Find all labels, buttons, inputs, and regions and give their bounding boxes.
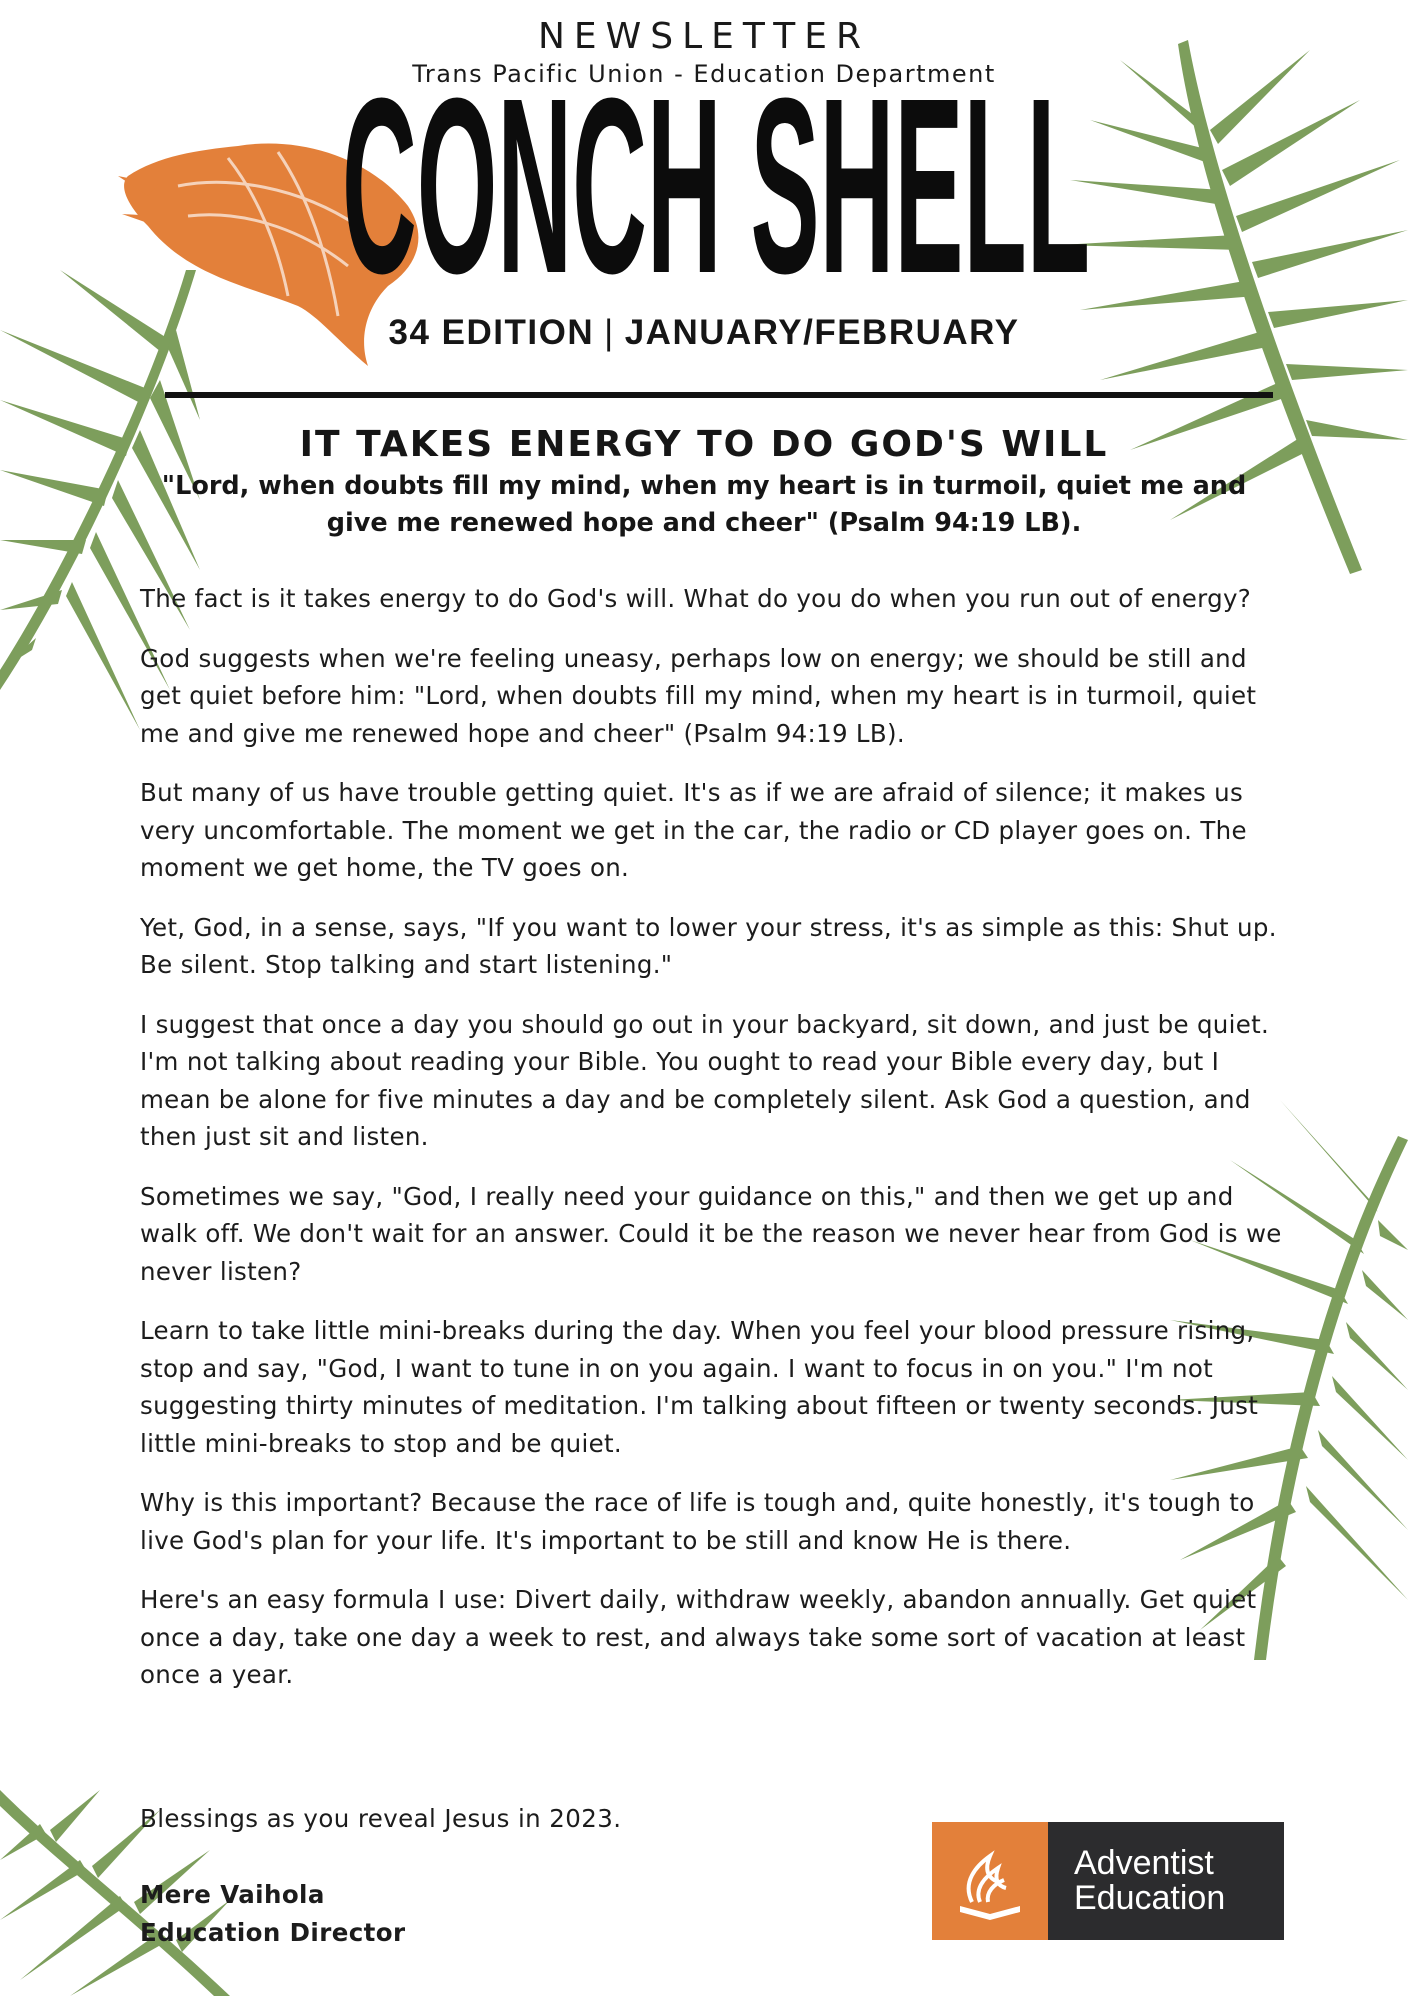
edition-number: 34 EDITION bbox=[388, 313, 595, 352]
masthead-title bbox=[336, 96, 1096, 282]
signature-block bbox=[140, 1876, 405, 1952]
organization-name: Trans Pacific Union - Education Department bbox=[412, 60, 996, 88]
logo-line-2: Education bbox=[1074, 1879, 1226, 1917]
paragraph: Learn to take little mini-breaks during the day. When you feel your blood pressure rising, stop and say, "God, I want to tune in on you again. I want to focus in on you." I'm not suggesting thirty minutes of meditation. I'm talking about fifteen or twenty seconds. Just little mini-breaks to stop and be quiet. bbox=[140, 1316, 1259, 1458]
logo-wordmark bbox=[1048, 1822, 1284, 1940]
article-body bbox=[140, 580, 1285, 1716]
paragraph: Yet, God, in a sense, says, "If you want to lower your stress, it's as simple as this: Shut up. Be silent. Stop talking and start listening." bbox=[140, 912, 1277, 979]
closing-line: Blessings as you reveal Jesus in 2023. bbox=[140, 1804, 622, 1833]
paragraph: Here's an easy formula I use: Divert daily, withdraw weekly, abandon annually. Get quiet once a day, take one day a week to rest, and always take some sort of vacation at least once a year. bbox=[140, 1585, 1257, 1689]
flame-book-icon bbox=[932, 1822, 1048, 1940]
adventist-education-logo bbox=[932, 1822, 1284, 1940]
paragraph: I suggest that once a day you should go out in your backyard, sit down, and just be quiet. I'm not talking about reading your Bible. You ought to read your Bible every day, but I mean be alone for five minutes a day and be completely silent. Ask God a question, and then just sit and listen. bbox=[140, 1009, 1270, 1151]
signer-role: Education Director bbox=[140, 1918, 406, 1947]
edition-separator: | bbox=[604, 313, 615, 352]
paragraph: God suggests when we're feeling uneasy, perhaps low on energy; we should be still and get quiet before him: "Lord, when doubts fill my mind, when my heart is in turmoil, quiet me and give me renewed hope and cheer" (Psalm 94:19 LB). bbox=[140, 643, 1257, 748]
paragraph: But many of us have trouble getting quiet. It's as if we are afraid of silence; it makes us very uncomfortable. The moment we get in the car, the radio or CD player goes on. The moment we get home, the TV goes on. bbox=[140, 778, 1247, 882]
edition-line bbox=[0, 313, 1408, 353]
newsletter-label: NEWSLETTER bbox=[537, 16, 871, 57]
lead-quote: "Lord, when doubts fill my mind, when my heart is in turmoil, quiet me and give me renewed hope and cheer" (Psalm 94:19 LB). bbox=[161, 471, 1247, 538]
signer-name: Mere Vaihola bbox=[140, 1880, 325, 1909]
paragraph: Why is this important? Because the race of life is tough and, quite honestly, it's tough to live God's plan for your life. It's important to be still and know He is there. bbox=[140, 1488, 1255, 1555]
header-divider bbox=[165, 392, 1273, 398]
logo-line-1: Adventist bbox=[1074, 1844, 1214, 1882]
article-title: IT TAKES ENERGY TO DO GOD'S WILL bbox=[299, 424, 1109, 465]
masthead-text: CONCH SHELL bbox=[342, 96, 1090, 282]
edition-period: JANUARY/FEBRUARY bbox=[624, 313, 1020, 352]
paragraph: Sometimes we say, "God, I really need your guidance on this," and then we get up and walk off. We don't wait for an answer. Could it be the reason we never hear from God is we never listen? bbox=[140, 1181, 1282, 1286]
paragraph: The fact is it takes energy to do God's will. What do you do when you run out of energy? bbox=[140, 584, 1252, 613]
